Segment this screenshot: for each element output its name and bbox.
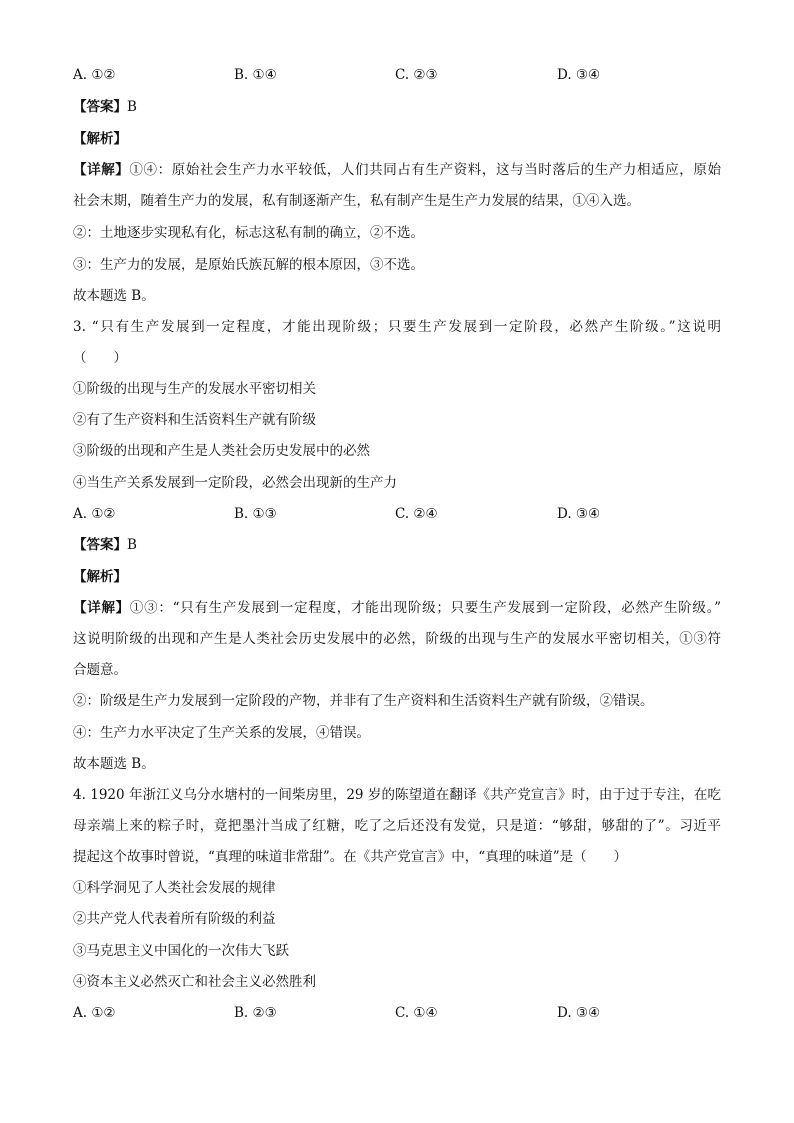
q2-detail-line-2: 社会末期，随着生产力的发展，私有制逐渐产生，私有制产生是生产力发展的结果，①④入选。	[73, 193, 640, 209]
answer-value: B	[127, 99, 137, 115]
q3-statement-2: ②有了生产资料和生活资料生产就有阶级	[73, 412, 316, 428]
q2-conclusion: 故本题选 B。	[73, 288, 155, 304]
q3-stem-line-1: 3. “只有生产发展到一定程度，才能出现阶级；只要生产发展到一定阶段，必然产生阶级。”这说明	[73, 319, 721, 335]
answer-tag: 【答案】	[73, 537, 127, 553]
q2-option-c: C. ②③	[395, 67, 438, 83]
q2-detail-point-3: ③：生产力的发展，是原始氏族瓦解的根本原因，③不选。	[73, 257, 424, 273]
q4-option-a: A. ①②	[73, 1005, 116, 1021]
q2-option-d: D. ③④	[557, 67, 601, 83]
q3-detail-line-2: 这说明阶级的出现和产生是人类社会历史发展中的必然，阶级的出现与生产的发展水平密切相关，①③符	[73, 631, 721, 647]
q4-option-c: C. ①④	[395, 1005, 438, 1021]
q2-detail-point-2: ②：土地逐步实现私有化，标志这私有制的确立，②不选。	[73, 225, 424, 241]
q3-options	[73, 504, 733, 524]
q4-stem-line-3: 提起这个故事时曾说，“真理的味道非常甜”。在《共产党宣言》中，“真理的味道”是（ ）	[73, 849, 628, 865]
q3-answer	[73, 535, 137, 555]
q4-statement-3: ③马克思主义中国化的一次伟大飞跃	[73, 943, 289, 959]
q3-option-d: D. ③④	[557, 506, 601, 522]
q3-statement-1: ①阶级的出现与生产的发展水平密切相关	[73, 381, 316, 397]
q4-options	[73, 1003, 733, 1023]
q3-option-b: B. ①③	[234, 506, 277, 522]
q4-option-b: B. ②③	[234, 1005, 277, 1021]
q2-options	[73, 65, 733, 85]
q3-statement-3: ③阶级的出现和产生是人类社会历史发展中的必然	[73, 443, 370, 459]
detail-tag: 【详解】	[73, 162, 130, 178]
q3-statement-4: ④当生产关系发展到一定阶段，必然会出现新的生产力	[73, 475, 397, 491]
answer-value: B	[127, 537, 137, 553]
q3-option-c: C. ②④	[395, 506, 438, 522]
q3-detail-point-2: ②：阶级是生产力发展到一定阶段的产物，并非有了生产资料和生活资料生产就有阶级，②错误。	[73, 693, 654, 709]
q3-analysis-tag: 【解析】	[73, 569, 127, 585]
q4-statement-1: ①科学洞见了人类社会发展的规律	[73, 880, 276, 896]
q2-option-a: A. ①②	[73, 67, 116, 83]
detail-text: ①④：原始社会生产力水平较低，人们共同占有生产资料，这与当时落后的生产力相适应，原始	[129, 162, 722, 178]
q4-option-d: D. ③④	[557, 1005, 601, 1021]
q4-stem-line-1: 4. 1920 年浙江义乌分水塘村的一间柴房里，29 岁的陈望道在翻译《共产党宣言》时，由于过于专注，在吃	[73, 787, 721, 803]
q2-analysis-tag: 【解析】	[73, 131, 127, 147]
q2-answer	[73, 97, 137, 117]
answer-tag: 【答案】	[73, 99, 127, 115]
detail-text: ①③：“只有生产发展到一定程度，才能出现阶级；只要生产发展到一定阶段，必然产生阶级。”	[129, 600, 722, 616]
q3-detail-line-1	[73, 598, 721, 618]
q4-statement-4: ④资本主义必然灭亡和社会主义必然胜利	[73, 974, 316, 990]
detail-tag: 【详解】	[73, 600, 130, 616]
q4-stem-line-2: 母亲端上来的粽子时，竟把墨汁当成了红糖，吃了之后还没有发觉，只是道：“够甜，够甜的了”。习近平	[73, 818, 721, 834]
q3-stem-line-2: （ ）	[73, 350, 127, 366]
q3-detail-point-4: ④：生产力水平决定了生产关系的发展，④错误。	[73, 725, 370, 741]
q4-statement-2: ②共产党人代表着所有阶级的利益	[73, 911, 276, 927]
q3-detail-line-3: 合题意。	[73, 662, 127, 678]
q2-detail-line-1	[73, 160, 721, 180]
q3-conclusion: 故本题选 B。	[73, 756, 155, 772]
q2-option-b: B. ①④	[234, 67, 277, 83]
q3-option-a: A. ①②	[73, 506, 116, 522]
